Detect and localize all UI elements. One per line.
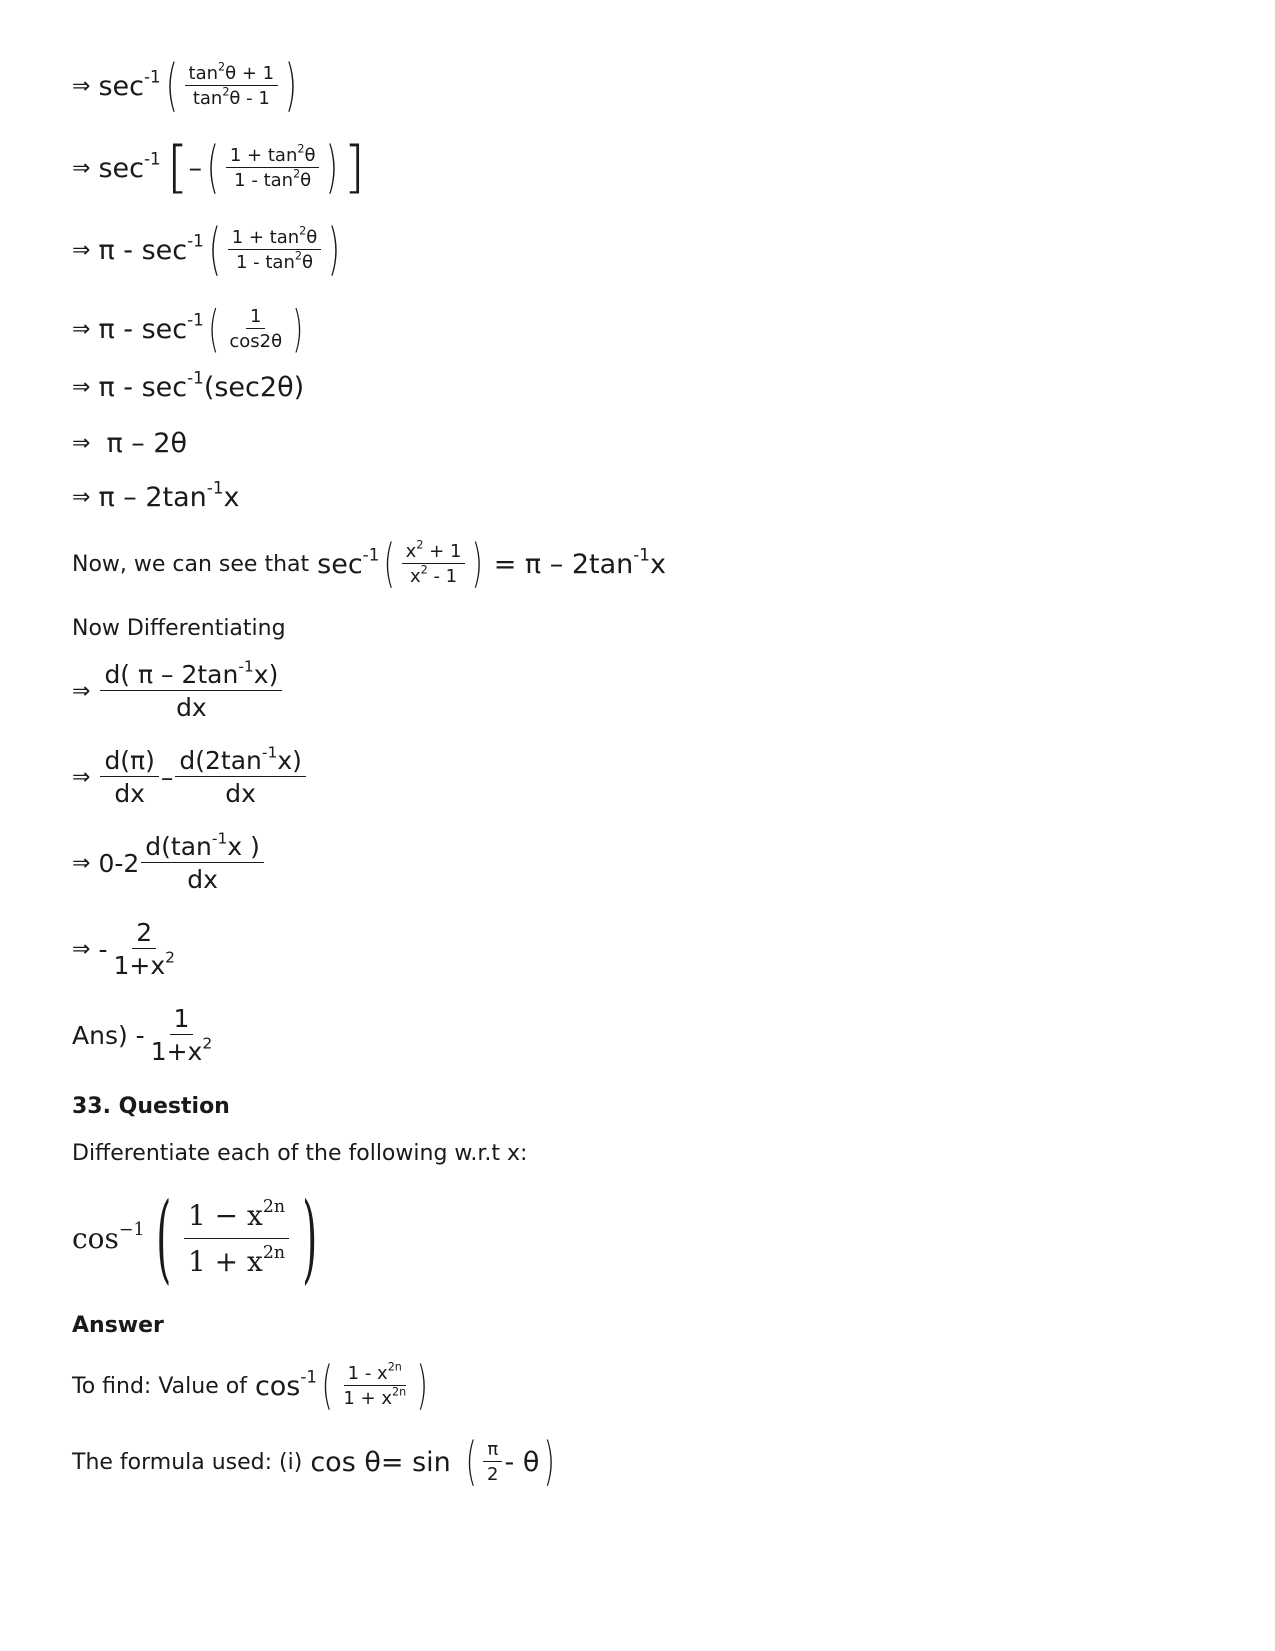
question-expression: $\cos^{-1}$ ( $\frac{1 - x^{2n}}{1 + x^{2n}}$ ) [72, 1182, 318, 1294]
implies-arrow: ⇒ [72, 678, 91, 704]
diff-step-2: ⇒ $\frac{d(\pi)}{dx}$ – $\frac{d(2\tan^{-1}x)}{dx}$ [72, 746, 308, 808]
answer-heading: Answer [72, 1313, 164, 1338]
answer-result: Ans) - $\frac{1}{1+x^2}$ [72, 1004, 218, 1066]
fraction: $\frac{1 + \tan^2\theta}{1 - \tan^2\theta}$ [226, 145, 320, 191]
diff-step-4: ⇒ - $\frac{2}{1+x^2}$ [72, 918, 181, 980]
function-name: sec [98, 70, 144, 102]
implies-arrow: ⇒ [72, 850, 91, 876]
derivation-step-3: ⇒ π - $\sec^{-1}$ ( $\frac{1 + \tan^2\theta}{1 - \tan^2\theta}$ ) [72, 217, 341, 282]
fraction: $\frac{d(\tan^{-1}x )}{dx}$ [141, 832, 264, 894]
diff-step-3: ⇒ 0-2 $\frac{d(\tan^{-1}x )}{dx}$ [72, 832, 266, 894]
implies-arrow: ⇒ [72, 155, 91, 181]
derivation-step-2: ⇒ $\sec^{-1}$ [ – ( $\frac{1 + \tan^2\theta}{1 - \tan^2\theta}$ ) ] [72, 135, 366, 200]
implies-arrow: ⇒ [72, 936, 91, 962]
fraction: $\frac{1 - x^{2n}}{1 + x^{2n}}$ [184, 1199, 289, 1278]
conclusion-line: Now, we can see that $\sec^{-1}$ ( $\frac{x^2 + 1}{x^2 - 1}$ ) = π – $2\tan^{-1}x$ [72, 534, 666, 594]
implies-arrow: ⇒ [72, 764, 91, 790]
conclusion-text: Now, we can see that [72, 551, 310, 577]
diff-heading: Now Differentiating [72, 616, 286, 641]
fraction: $\frac{d(2\tan^{-1}x)}{dx}$ [175, 746, 306, 808]
formula-line: The formula used: (i) cos θ= sin ( $\frac{\pi}{2}$ - θ ) [72, 1432, 556, 1492]
diff-step-1 [72, 657, 284, 722]
implies-arrow: ⇒ [72, 485, 91, 510]
fraction: $\frac{2}{1+x^2}$ [113, 918, 175, 980]
implies-arrow: ⇒ [72, 431, 91, 456]
implies-arrow: ⇒ [72, 316, 91, 342]
fraction: $\frac{1}{1+x^2}$ [150, 1004, 213, 1066]
implies-arrow: ⇒ [72, 237, 91, 263]
fraction: $\frac{x^2 + 1}{x^2 - 1}$ [402, 541, 466, 587]
fraction: $\frac{d(\pi)}{dx}$ [100, 746, 158, 808]
derivation-step-1: ⇒ $\sec^{-1}$ ( $\frac{\tan^2\theta + 1}{\tan^2\theta - 1}$ ) [72, 53, 298, 118]
fraction: $\frac{d( \pi - 2\tan^{-1}x)}{dx}$ [100, 660, 282, 722]
question-prompt: Differentiate each of the following w.r.t x: [72, 1141, 528, 1166]
derivation-step-7: ⇒ π – $2\tan^{-1}x$ [72, 477, 240, 513]
fraction: $\frac{1 + \tan^2\theta}{1 - \tan^2\theta}$ [228, 227, 322, 273]
to-find-line: To find: Value of $\cos^{-1}$ ( $\frac{1 - x^{2n}}{1 + x^{2n}}$ ) [72, 1356, 428, 1416]
fraction: $\frac{1}{\cos 2\theta}$ [229, 306, 283, 352]
derivation-step-4: ⇒ π - $\sec^{-1}$ ( $\frac{1}{\cos 2\theta}$ ) [72, 300, 304, 358]
fraction: $\frac{1 - x^{2n}}{1 + x^{2n}}$ [343, 1360, 407, 1409]
derivation-step-5: ⇒ π - $\sec^{-1}(\sec 2\theta)$ [72, 367, 305, 403]
ans-label: Ans) [72, 1020, 128, 1050]
fraction: $\frac{\tan^2\theta + 1}{\tan^2\theta - 1}$ [185, 63, 279, 109]
implies-arrow: ⇒ [72, 375, 91, 400]
implies-arrow: ⇒ [72, 73, 91, 99]
question-heading: 33. Question [72, 1094, 230, 1119]
derivation-step-6: ⇒ π – 2θ [72, 428, 188, 459]
fraction: $\frac{\pi}{2}$ [483, 1439, 502, 1485]
